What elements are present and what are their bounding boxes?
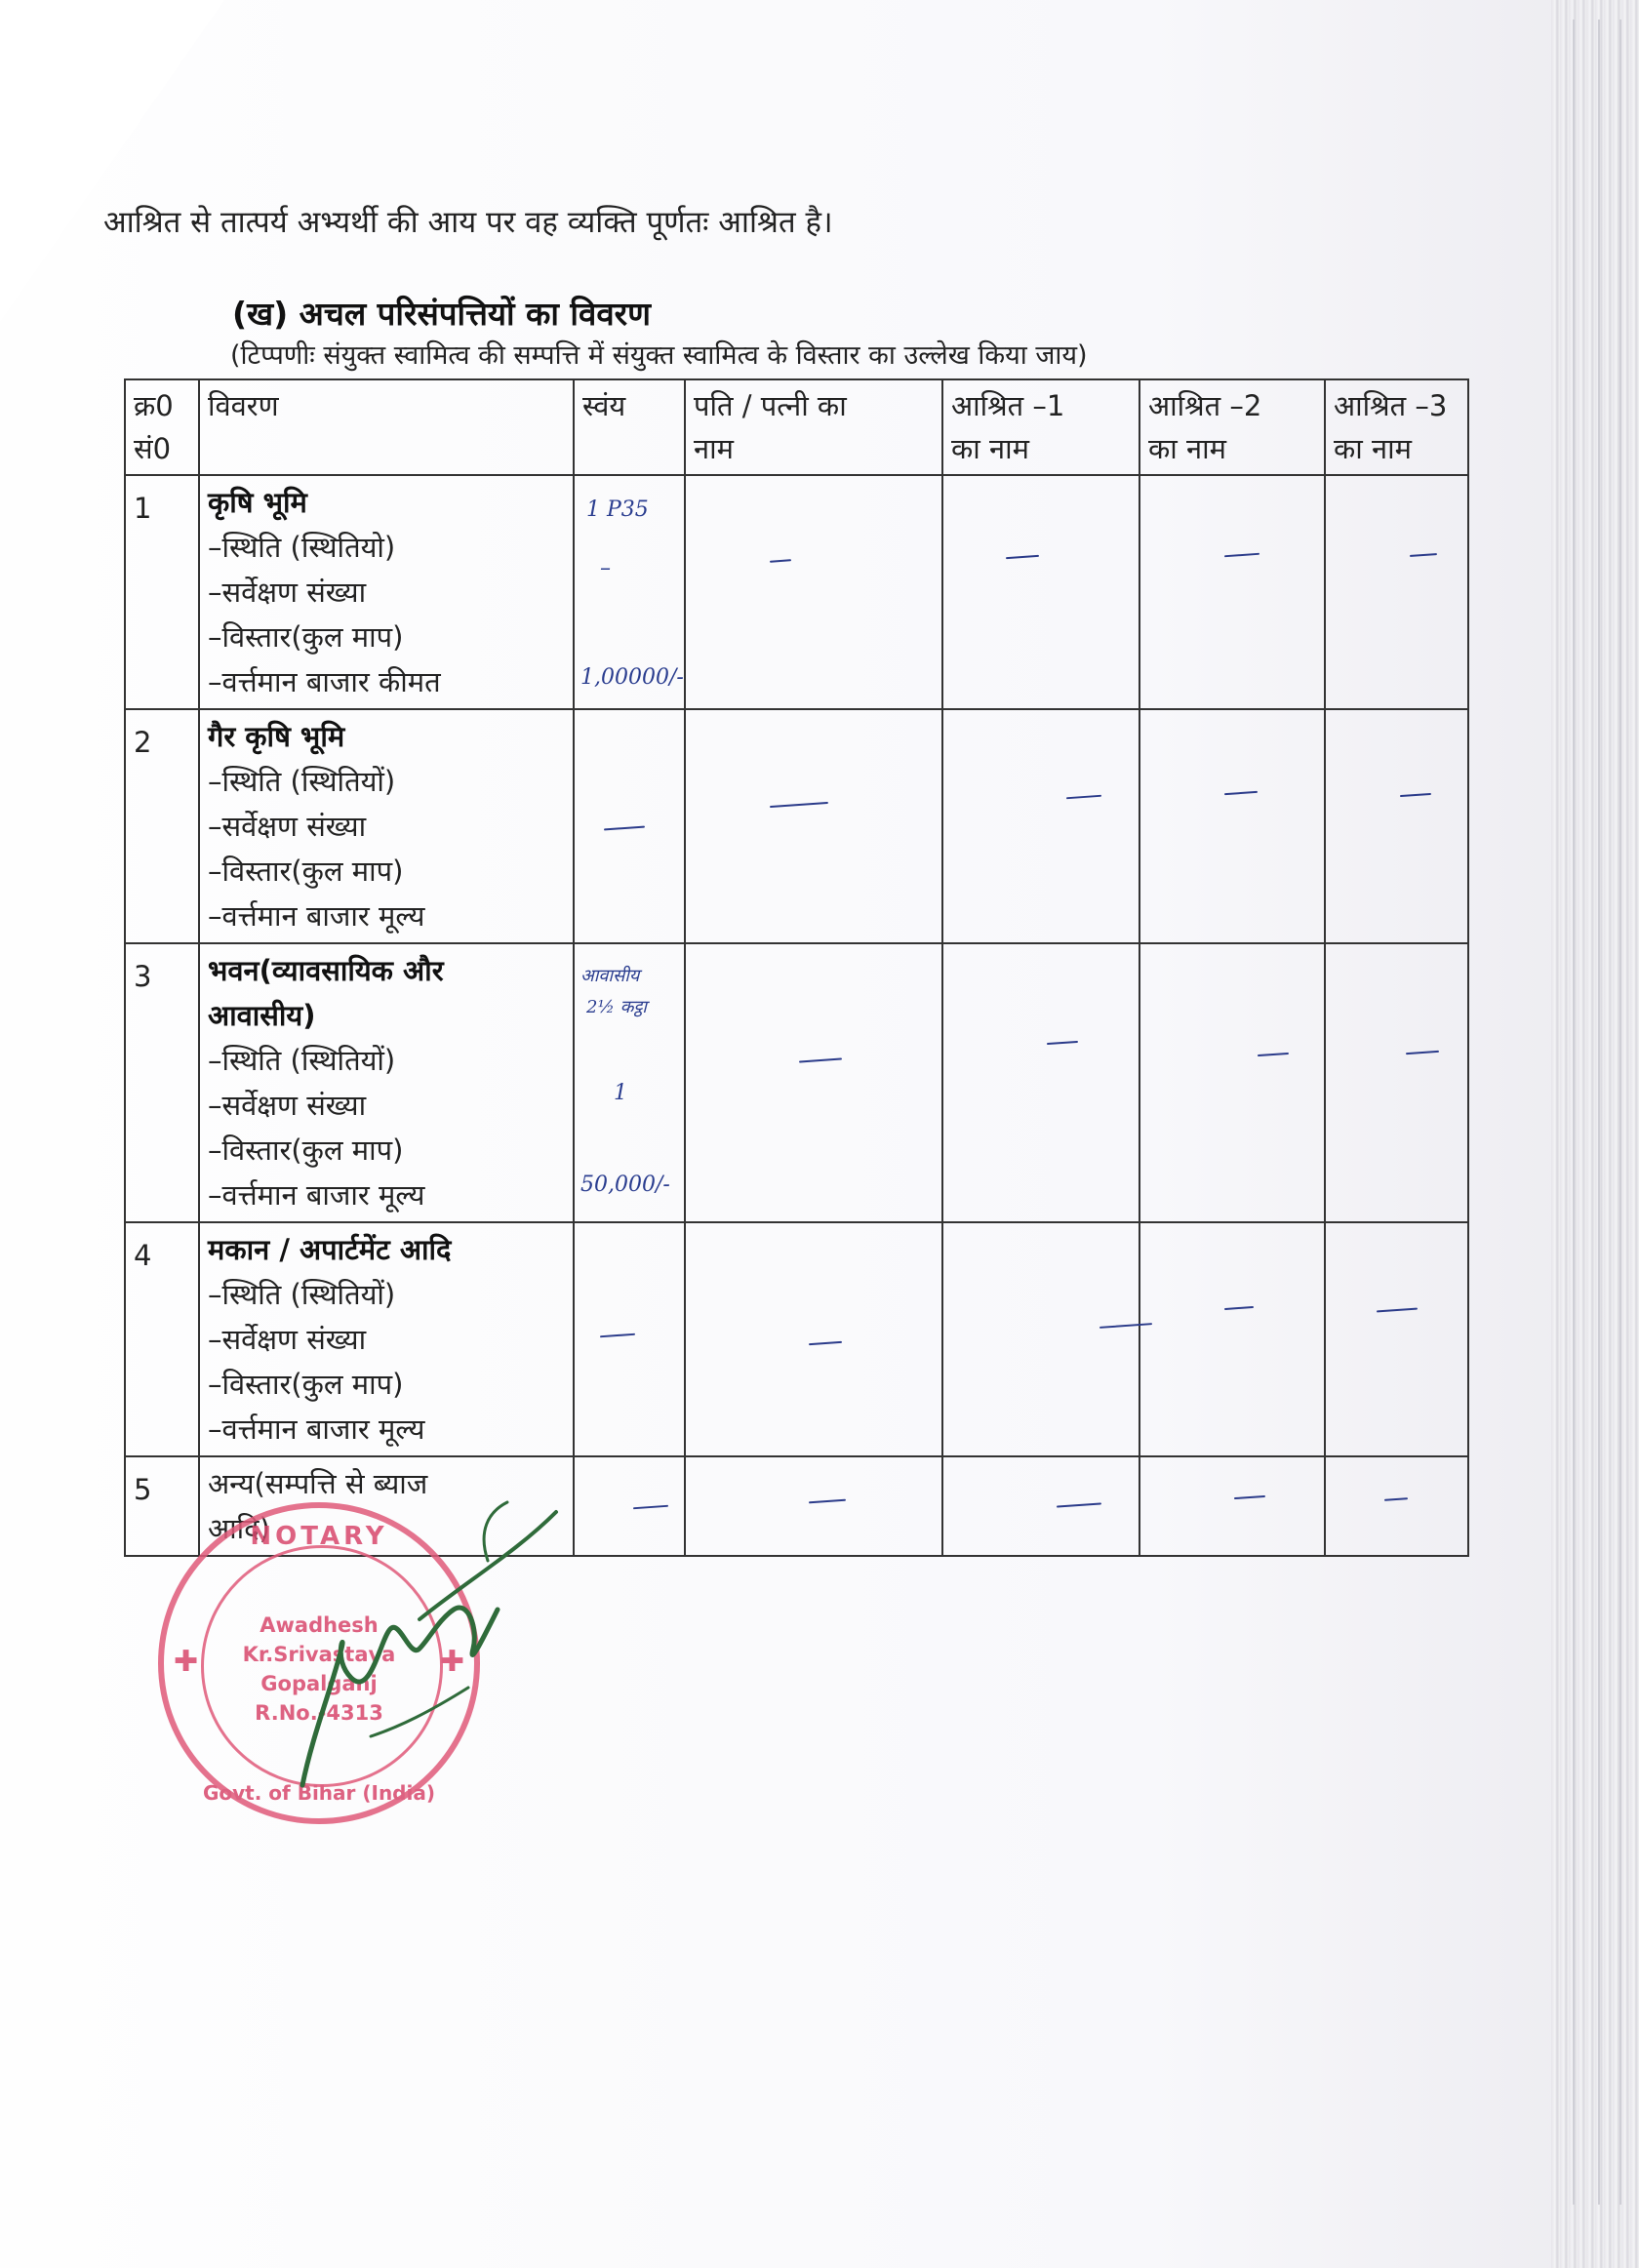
row-dep3-value [1325, 475, 1468, 709]
row-dep1-value [942, 1222, 1139, 1456]
row-description [199, 709, 574, 943]
handwritten-dash [604, 826, 645, 831]
handwritten-dash [770, 802, 828, 808]
handwritten-dash [1224, 553, 1259, 558]
handwritten-signature [273, 1492, 566, 1814]
table-row [125, 943, 1468, 1222]
row-dep3-value [1325, 709, 1468, 943]
handwritten-dash [1057, 1502, 1101, 1507]
row-serial: 1 [125, 475, 199, 709]
signature-stroke [302, 1608, 498, 1785]
header-serial-line2: सं0 [134, 432, 172, 465]
row-line: –वर्त्तमान बाजार मूल्य [208, 1178, 425, 1212]
header-dep1-line1: आश्रित –1 [951, 389, 1065, 422]
stamp-cross-icon: ✚ [174, 1645, 199, 1679]
row-line: –स्थिति (स्थितियों) [208, 1278, 396, 1311]
row-serial: 5 [125, 1456, 199, 1556]
row-line: –विस्तार(कुल माप) [208, 1368, 404, 1401]
section-note: (टिप्पणीः संयुक्त स्वामित्व की सम्पत्ति में संयुक्त स्वामित्व के विस्तार का उल्लेख किया जाय) [230, 340, 1088, 371]
row-spouse-value [685, 943, 942, 1222]
section-title: (ख) अचल परिसंपत्तियों का विवरण [232, 295, 652, 333]
row-title: अन्य(सम्पत्ति से ब्याज [208, 1467, 428, 1500]
handwritten-dash [1377, 1308, 1418, 1313]
stamp-name-line1: Awadhesh [260, 1613, 379, 1637]
row-self-value [574, 1222, 685, 1456]
row-title: मकान / अपार्टमेंट आदि [208, 1233, 452, 1266]
header-description: विवरण [199, 379, 574, 475]
row-spouse-value [685, 1456, 942, 1556]
stamp-bottom-text: Govt. of Bihar (India) [202, 1781, 435, 1805]
intro-text: आश्रित से तात्पर्य अभ्यर्थी की आय पर वह व्यक्ति पूर्णतः आश्रित है। [103, 205, 833, 240]
row-line: –विस्तार(कुल माप) [208, 855, 404, 888]
handwritten-dash [600, 1333, 635, 1338]
row-line: –विस्तार(कुल माप) [208, 620, 404, 654]
handwritten-value: 1,00000/- [580, 665, 684, 690]
page-edge-line [1619, 20, 1621, 2205]
row-self-value [574, 1456, 685, 1556]
handwritten-dash [809, 1499, 846, 1504]
handwritten-dash [1006, 555, 1039, 559]
header-self: स्वंय [574, 379, 685, 475]
row-title: आवासीय) [208, 999, 316, 1032]
folded-corner [0, 0, 224, 322]
stamp-top-text: NOTARY [250, 1522, 388, 1551]
row-spouse-value [685, 475, 942, 709]
header-serial-line1: क्र0 [134, 389, 174, 422]
row-serial: 3 [125, 943, 199, 1222]
row-description [199, 475, 574, 709]
row-dep3-value [1325, 1456, 1468, 1556]
row-line: –स्थिति (स्थितियों) [208, 1044, 396, 1077]
stamp-name-line2: Kr.Srivastava [242, 1643, 396, 1666]
row-description [199, 943, 574, 1222]
header-serial [125, 379, 199, 475]
row-line: –वर्त्तमान बाजार कीमत [208, 665, 441, 698]
handwritten-value: आवासीय [580, 966, 640, 986]
row-spouse-value [685, 709, 942, 943]
header-dep3-line2: का नाम [1334, 432, 1412, 465]
row-line: –विस्तार(कुल माप) [208, 1134, 404, 1167]
row-line: –स्थिति (स्थितियों) [208, 765, 396, 798]
handwritten-dash [1066, 795, 1101, 800]
row-title: गैर कृषि भूमि [208, 720, 345, 753]
row-line: –सर्वेक्षण संख्या [208, 1323, 367, 1356]
immovable-assets-table [124, 378, 1469, 1557]
handwritten-dash [1224, 791, 1258, 795]
row-dep1-value [942, 475, 1139, 709]
stamp-cross-icon: ✚ [439, 1645, 464, 1679]
header-dep3-line1: आश्रित –3 [1334, 389, 1448, 422]
row-dep2-value [1139, 709, 1325, 943]
header-spouse-line1: पति / पत्नी का [694, 389, 847, 422]
row-dep2-value [1139, 1222, 1325, 1456]
row-line: –सर्वेक्षण संख्या [208, 810, 367, 843]
row-title: भवन(व्यावसायिक और [208, 954, 444, 987]
row-line: –वर्त्तमान बाजार मूल्य [208, 899, 425, 933]
row-self-value [574, 943, 685, 1222]
handwritten-dash [799, 1057, 842, 1062]
handwritten-dash [770, 559, 791, 563]
row-self-value [574, 475, 685, 709]
header-dep1-line2: का नाम [951, 432, 1029, 465]
handwritten-dash [633, 1505, 668, 1510]
header-dep2-line2: का नाम [1148, 432, 1226, 465]
row-serial: 2 [125, 709, 199, 943]
handwritten-dash [1410, 553, 1437, 557]
handwritten-dash [809, 1341, 842, 1345]
header-dependent-3 [1325, 379, 1468, 475]
row-line: –सर्वेक्षण संख्या [208, 1089, 367, 1122]
stamp-reg-no: R.No.-4313 [255, 1701, 383, 1725]
handwritten-value: 1 [614, 1081, 627, 1105]
page-edge-line [1598, 20, 1600, 2205]
row-dep2-value [1139, 943, 1325, 1222]
handwritten-value: 50,000/- [580, 1173, 670, 1197]
stamp-place: Gopalganj [260, 1672, 378, 1695]
page-edge-line [1573, 20, 1575, 2205]
table-row [125, 1222, 1468, 1456]
header-spouse [685, 379, 942, 475]
row-line: –स्थिति (स्थितियो) [208, 531, 396, 564]
row-spouse-value [685, 1222, 942, 1456]
handwritten-dash [1384, 1497, 1408, 1501]
row-dep1-value [942, 709, 1139, 943]
row-dep3-value [1325, 1222, 1468, 1456]
row-serial: 4 [125, 1222, 199, 1456]
handwritten-dash [1224, 1306, 1254, 1310]
handwritten-value: – [600, 556, 611, 580]
row-title: कृषि भूमि [208, 486, 307, 519]
row-dep2-value [1139, 475, 1325, 709]
table-row [125, 475, 1468, 709]
handwritten-dash [1047, 1041, 1078, 1045]
table-row [125, 709, 1468, 943]
header-dependent-1 [942, 379, 1139, 475]
signature-stroke [484, 1502, 507, 1561]
row-dep1-value [942, 943, 1139, 1222]
row-line: –सर्वेक्षण संख्या [208, 576, 367, 609]
handwritten-dash [1406, 1051, 1439, 1054]
header-dep2-line1: आश्रित –2 [1148, 389, 1262, 422]
table-header-row [125, 379, 1468, 475]
stacked-page-edges [1551, 0, 1639, 2268]
row-dep3-value [1325, 943, 1468, 1222]
handwritten-value: 1 P35 [586, 497, 649, 522]
handwritten-dash [1400, 793, 1431, 797]
row-self-value [574, 709, 685, 943]
handwritten-value: 2½ कट्ठा [586, 997, 647, 1017]
signature-stroke [420, 1512, 556, 1619]
row-description [199, 1222, 574, 1456]
row-dep2-value [1139, 1456, 1325, 1556]
row-title: आदि) [208, 1512, 270, 1545]
handwritten-dash [1258, 1053, 1289, 1056]
header-dependent-2 [1139, 379, 1325, 475]
row-line: –वर्त्तमान बाजार मूल्य [208, 1413, 425, 1446]
handwritten-dash [1234, 1495, 1265, 1499]
signature-stroke [371, 1688, 468, 1736]
header-spouse-line2: नाम [694, 432, 734, 465]
row-dep1-value [942, 1456, 1139, 1556]
